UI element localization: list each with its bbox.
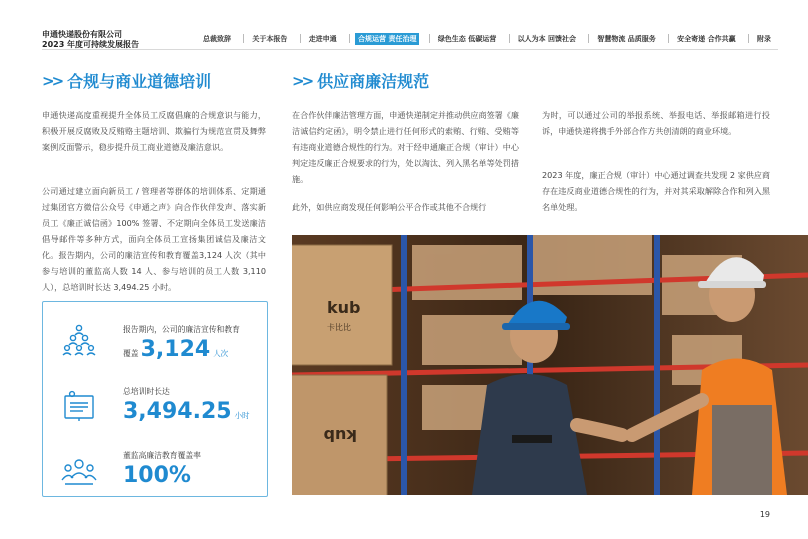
- stat-coverage-unit: 人次: [213, 349, 229, 358]
- stat-rate-value: [123, 463, 191, 488]
- nav-item-about-report[interactable]: 关于本报告: [249, 33, 290, 45]
- nav-item-green[interactable]: 绿色生态 低碳运营: [435, 33, 499, 45]
- company-name: 申通快递股份有限公司: [42, 30, 122, 39]
- stat-coverage-prefix: 覆盖: [123, 349, 139, 358]
- nav-item-safety[interactable]: 安全寄递 合作共赢: [674, 33, 738, 45]
- double-chevron-icon: >>: [42, 71, 62, 90]
- box-label-rotated: kub: [323, 426, 357, 445]
- stat-rate-label: 董监高廉洁教育覆盖率: [123, 451, 201, 460]
- section-heading-training: [42, 69, 211, 92]
- group-icon: [61, 456, 97, 488]
- supplier-paragraph-4: 2023 年度，廉正合规（审计）中心通过调查共发现 2 家供应商存在违反商业道德合规性的行为，并对其采取解除合作和列入黑名单处理。: [542, 170, 770, 212]
- stat-hours-value: [123, 399, 250, 424]
- top-nav: [200, 33, 774, 45]
- nav-item-governance[interactable]: 合规运营 责任治理: [355, 33, 419, 45]
- section-heading-supplier: [292, 69, 429, 92]
- page-number: 19: [759, 510, 770, 519]
- nav-item-service[interactable]: 智慧物流 品质服务: [594, 33, 658, 45]
- stat-hours-number: 3,494.25: [123, 399, 232, 424]
- supplier-paragraph-3: 为时，可以通过公司的举报系统、举报电话、举报邮箱进行投诉，申通快递将携手外部合作方共创清朗的商业环境。: [542, 110, 770, 136]
- nav-item-about-sto[interactable]: 走进申通: [306, 33, 340, 45]
- heading-text: 合规与商业道德培训: [67, 72, 212, 91]
- stat-hours-unit: 小时: [234, 411, 250, 420]
- nav-item-appendix[interactable]: 附录: [754, 33, 774, 45]
- stats-box: [42, 301, 268, 497]
- stat-coverage-label: 报告期内，公司的廉洁宣传和教育: [123, 325, 240, 334]
- nav-item-society[interactable]: 以人为本 回馈社会: [515, 33, 579, 45]
- supplier-paragraph-2: 此外，如供应商发现任何影响公平合作或其他不合规行: [292, 202, 487, 212]
- training-board-icon: [61, 390, 97, 422]
- warehouse-handshake-photo: [292, 235, 808, 495]
- double-chevron-icon: >>: [292, 71, 312, 90]
- stat-coverage-number: 3,124: [140, 337, 211, 362]
- stat-hours-label: 总培训时长达: [123, 387, 170, 396]
- nav-item-ceo[interactable]: 总裁致辞: [203, 35, 231, 43]
- people-pyramid-icon: [61, 324, 97, 356]
- report-title: 2023 年度可持续发展报告: [42, 40, 140, 49]
- stat-coverage-value: [123, 337, 228, 362]
- heading-text: 供应商廉洁规范: [317, 72, 430, 91]
- training-paragraph-1: 申通快递高度重视提升全体员工反腐倡廉的合规意识与能力，积极开展反腐败及反贿赂主题培训、欺骗行为规范宣贯及舞弊案例反面警示，稳步提升员工商业道德及廉洁意识。: [42, 110, 266, 152]
- box-label-cn: 卡比比: [327, 323, 351, 332]
- header-divider: [42, 49, 778, 50]
- stat-rate-number: 100%: [123, 463, 191, 488]
- supplier-paragraph-1: 在合作伙伴廉洁管理方面，申通快递制定并推动供应商签署《廉洁诚信约定函》，明令禁止进行任何形式的索贿、行贿、受贿等有违商业道德合规性的行为。对于经申通廉正合规（审计）中心判定违反廉正合规要求的行为，处以淘汰、列入黑名单等处罚措施。: [292, 110, 519, 184]
- company-header: [42, 30, 139, 50]
- box-label: kub: [327, 298, 361, 317]
- training-paragraph-2: 公司通过建立面向新员工 / 管理者等群体的培训体系、定期通过集团官方微信公众号《申通之声》向合作伙伴发声、落实新员工《廉正诚信函》100% 签署、不定期向全体员工发送廉洁倡导邮件等多种方式，面向全体员工宣扬集团诚信及廉洁文化。报告期内，公司的廉洁宣传和教育覆盖3,124 人次（其中参与培训的董监高人数 14 人、参与培训的员工人数 3,110 人），总培训时长达 3,494.25 小时。: [42, 186, 266, 292]
